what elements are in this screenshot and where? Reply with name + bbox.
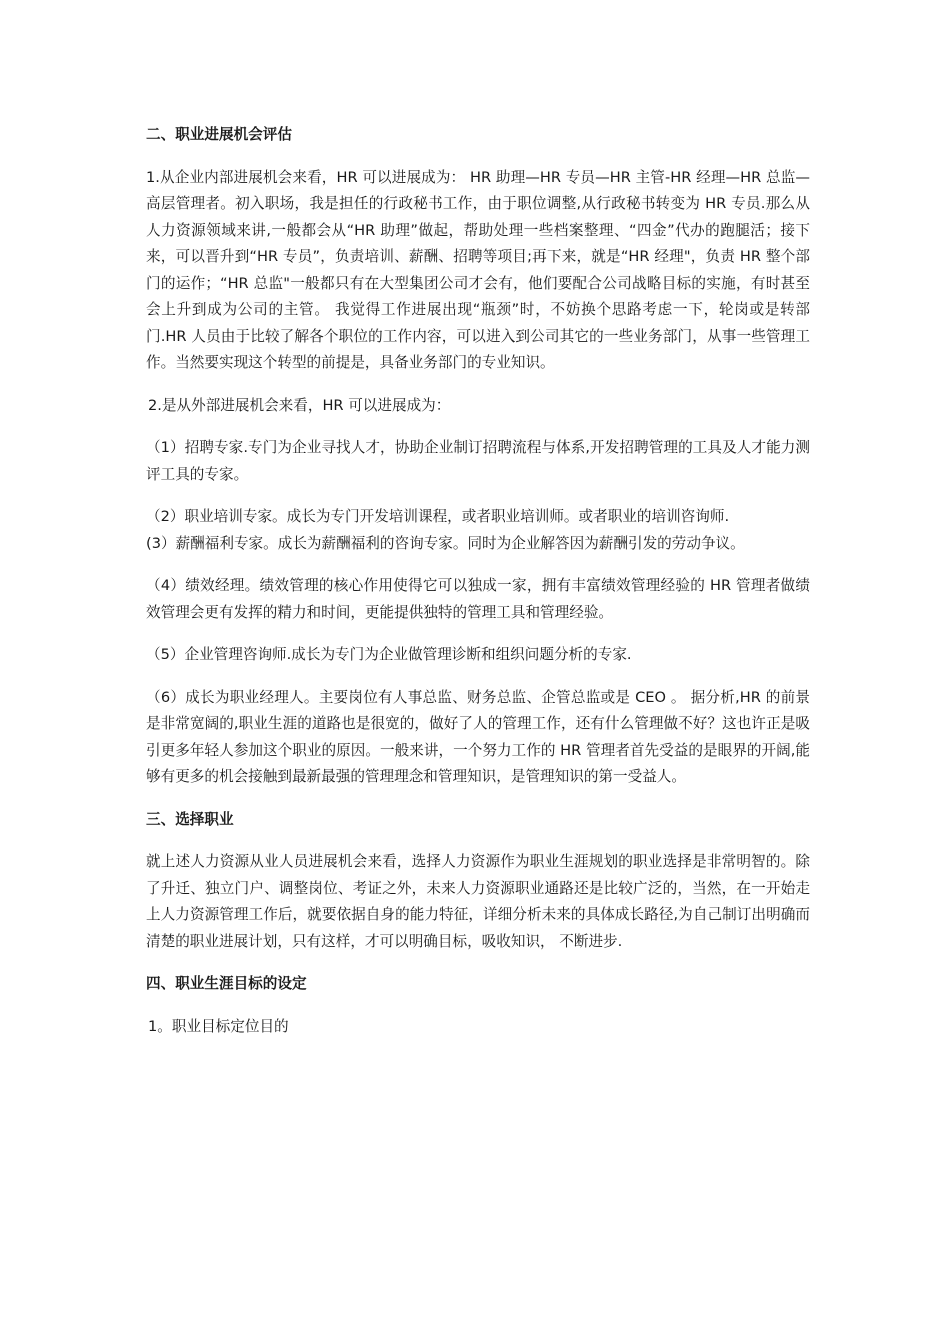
list-item-3: (3）薪酬福利专家。成长为薪酬福利的咨询专家。同时为企业解答因为薪酬引发的劳动争议。 bbox=[146, 534, 745, 552]
list-item-1: （1）招聘专家.专门为企业寻找人才，协助企业制订招聘流程与体系,开发招聘管理的工具及人才能力测评工具的专家。 bbox=[146, 439, 810, 483]
paragraph-goal-positioning: 1。职业目标定位目的 bbox=[148, 1017, 289, 1035]
section-heading-3: 三、选择职业 bbox=[146, 810, 234, 828]
list-item-5: （5）企业管理咨询师.成长为专门为企业做管理诊断和组织问题分析的专家. bbox=[146, 646, 632, 663]
list-item-6: （6）成长为职业经理人。主要岗位有人事总监、财务总监、企管总监或是 CEO 。 据分析,HR 的前景是非常宽阔的,职业生涯的道路也是很宽的，做好了人的管理工作，还有什么管理做不好？这也许正是吸引更多年轻人参加这个职业的原因。一般来讲，一个努力工作的 HR 管理者首先受益的是眼界的开阔,能够有更多的机会接触到最新最强的管理理念和管理知识，是管理知识的第一受益人。 bbox=[146, 688, 810, 785]
paragraph-career-choice: 就上述人力资源从业人员进展机会来看，选择人力资源作为职业生涯规划的职业选择是非常明智的。除了升迁、独立门户、调整岗位、考证之外，未来人力资源职业通路还是比较广泛的，当然，在一开始走上人力资源管理工作后，就要依据自身的能力特征，详细分析未来的具体成长路径,为自己制订出明确而清楚的职业进展计划，只有这样，才可以明确目标，吸收知识， 不断进步. bbox=[146, 853, 810, 950]
paragraph-internal-development: 1.从企业内部进展机会来看，HR 可以进展成为： HR 助理—HR 专员—HR 主管-HR 经理—HR 总监—高层管理者。初入职场，我是担任的行政秘书工作，由于职位调整,从行政秘书转变为 HR 专员.那么从人力资源领域来讲,一般都会从“HR 助理”做起，帮助处理一些档案整理、“四金”代办的跑腿活；接下来，可以晋升到“HR 专员”，负责培训、薪酬、招聘等项目;再下来，就是“HR 经理"，负责 HR 整个部门的运作；“HR 总监"一般都只有在大型集团公司才会有，他们要配合公司战略目标的实施，有时甚至会上升到成为公司的主管。 我觉得工作进展出现“瓶颈”时，不妨换个思路考虑一下，轮岗或是转部门.HR 人员由于比较了解各个职位的工作内容，可以进入到公司其它的一些业务部门，从事一些管理工作。当然要实现这个转型的前提是，具备业务部门的专业知识。 bbox=[146, 168, 810, 371]
section-heading-4: 四、职业生涯目标的设定 bbox=[146, 975, 307, 992]
section-heading-2: 二、职业进展机会评估 bbox=[146, 126, 292, 143]
list-item-2: （2）职业培训专家。成长为专门开发培训课程，或者职业培训师。或者职业的培训咨询师. bbox=[146, 508, 730, 525]
paragraph-external-development: 2.是从外部进展机会来看，HR 可以进展成为： bbox=[148, 396, 451, 414]
document-page bbox=[146, 122, 810, 1040]
list-item-4: （4）绩效经理。绩效管理的核心作用使得它可以独成一家，拥有丰富绩效管理经验的 HR 管理者做绩效管理会更有发挥的精力和时间，更能提供独特的管理工具和管理经验。 bbox=[146, 577, 810, 621]
